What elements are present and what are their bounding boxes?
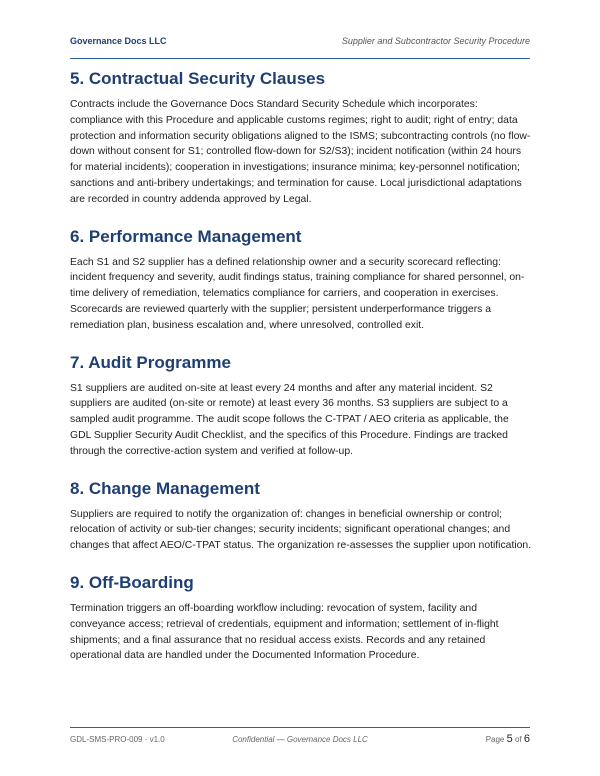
section-contractual-security-clauses: [70, 66, 532, 208]
document-reference: GDL-SMS-PRO-009 · v1.0: [70, 734, 165, 744]
section-audit-programme: [70, 350, 532, 460]
section-change-management: [70, 476, 532, 554]
section-heading: 6. Performance Management: [70, 226, 302, 246]
page-total: 6: [523, 733, 530, 745]
page-of: of: [514, 735, 522, 744]
section-heading: 7. Audit Programme: [70, 352, 231, 372]
section-heading: 8. Change Management: [70, 478, 260, 498]
section-body: Suppliers are required to notify the organization of: changes in beneficial ownership or control; relocation of activity or sub-tier changes; security incidents; significant operational changes; and changes that affect AEO/C-TPAT status. The organization re-assesses the supplier upon notification.: [70, 508, 532, 552]
page-header: [70, 36, 530, 59]
page-number: [486, 733, 530, 745]
page-label: Page: [485, 735, 505, 744]
section-body: Termination triggers an off-boarding workflow including: revocation of system, facility and conveyance access; retrieval of credentials, equipment and information; settlement of in-flight shipments; and a final assurance that no residual access exists. Records and any retained operational data are handled under the Documented Information Procedure.: [70, 602, 499, 662]
confidentiality-notice: Confidential — Governance Docs LLC: [232, 734, 368, 744]
page-current: 5: [506, 733, 513, 745]
page-content: [70, 66, 532, 664]
organization-name: Governance Docs LLC: [70, 36, 167, 46]
section-heading: 5. Contractual Security Clauses: [70, 69, 326, 88]
section-heading: 9. Off-Boarding: [70, 572, 194, 592]
section-body: Contracts include the Governance Docs Standard Security Schedule which incorporates: compliance with this Procedure and applicable customs regimes; right to audit; right of entry; data protection and information security obligations aligned to the ISMS; subcontracting controls (no flow-down without consent for S1; controlled flow-down for S2/S3); incident notification (within 24 hours for material incidents); cooperation in investigations; insurance minima; key-personnel notification; sanctions and anti-bribery undertakings; and termination for cause. Local jurisdictional adaptations are recorded in country addenda approved by Legal.: [70, 99, 531, 205]
section-performance-management: [70, 224, 532, 334]
document-title: Supplier and Subcontractor Security Procedure: [341, 36, 530, 46]
page-footer: [70, 727, 530, 750]
section-body: Each S1 and S2 supplier has a defined relationship owner and a security scorecard reflecting: incident frequency and severity, audit findings status, training compliance for shared personnel, on-time delivery of remediation, telematics compliance for carriers, and cooperation in exercises. Scorecards are reviewed quarterly with the supplier; persistent underperformance triggers a remediation plan, business escalation and, where unresolved, controlled exit.: [70, 256, 525, 331]
section-off-boarding: [70, 570, 532, 664]
section-body: S1 suppliers are audited on-site at least every 24 months and after any material incident. S2 suppliers are audited (on-site or remote) at least every 36 months. S3 suppliers are subject to a sampled audit programme. The audit scope follows the C-TPAT / AEO criteria as applicable, the GDL Supplier Security Audit Checklist, and the specifics of this Procedure. Findings are tracked through the corrective-action system and verified at follow-up.: [70, 382, 509, 457]
